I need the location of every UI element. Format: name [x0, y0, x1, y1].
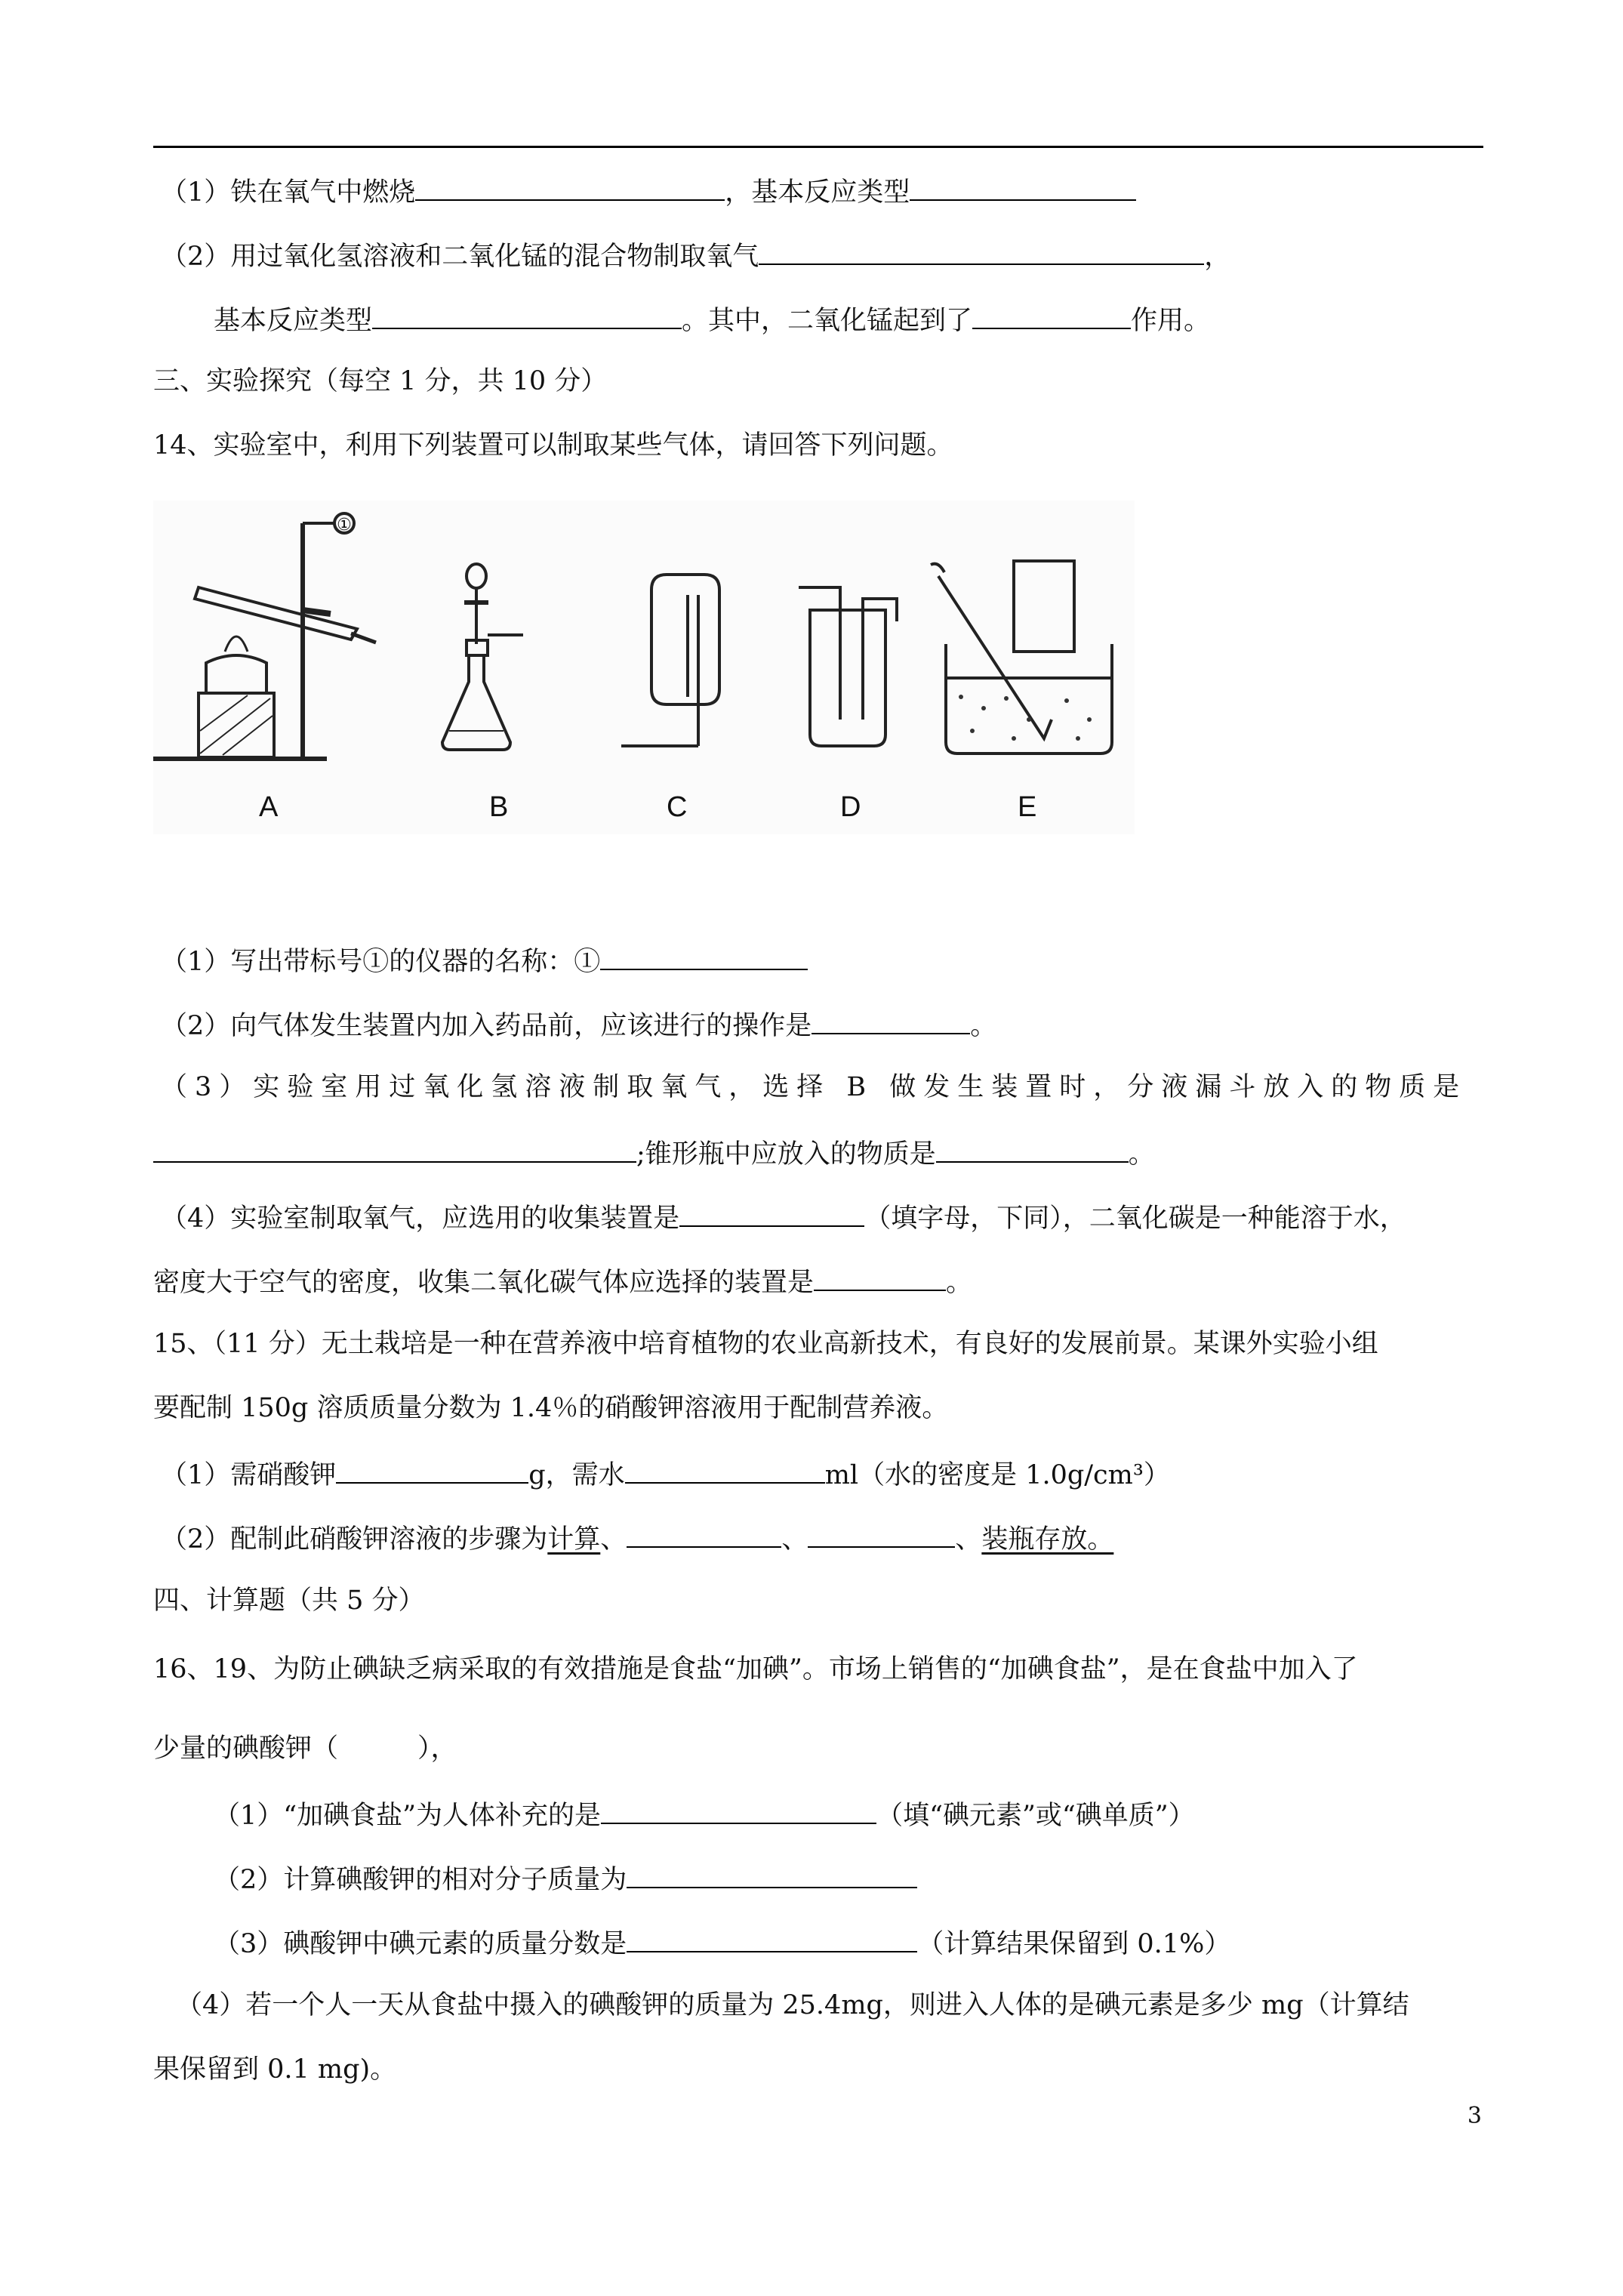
q16-stem-line1: 16、19、为防止碘缺乏病采取的有效措施是食盐“加碘”。市场上销售的“加碘食盐”，是在食盐中加入了	[153, 1654, 1358, 1684]
answer-blank[interactable]	[972, 300, 1131, 329]
q16-stem-line2: 少量的碘酸钾（ ），	[153, 1734, 457, 1764]
answer-blank[interactable]	[625, 1455, 825, 1484]
q13-item1: （1）铁在氧气中燃烧 ，基本反应类型	[161, 172, 1136, 210]
q15-stem-line2: 要配制 150g 溶质质量分数为 1.4％的硝酸钾溶液用于配制营养液。	[153, 1393, 949, 1423]
answer-blank[interactable]	[910, 172, 1136, 201]
apparatus-figure	[153, 501, 1135, 834]
section-3-title: 三、实验探究（每空 1 分，共 10 分）	[153, 366, 608, 396]
q16-part1: （1）“加碘食盐”为人体补充的是 （填“碘元素”或“碘单质”）	[214, 1795, 1195, 1833]
q14-stem: 14、实验室中，利用下列装置可以制取某些气体，请回答下列问题。	[153, 430, 953, 461]
answer-blank[interactable]	[812, 1006, 970, 1034]
q13-item2-cont: 基本反应类型 。其中，二氧化锰起到了 作用。	[214, 300, 1210, 338]
label-d: D	[840, 791, 861, 823]
q14-part2: （2）向气体发生装置内加入药品前，应该进行的操作是 。	[161, 1006, 996, 1043]
q16-part3: （3）碘酸钾中碘元素的质量分数是 （计算结果保留到 0.1%）	[214, 1924, 1230, 1962]
answer-blank[interactable]	[627, 1860, 917, 1888]
answer-blank[interactable]	[936, 1134, 1129, 1163]
q13-item2: （2）用过氧化氢溶液和二氧化锰的混合物制取氧气 ，	[161, 236, 1230, 274]
answer-blank[interactable]	[601, 1795, 876, 1824]
callout-number: ①	[337, 516, 352, 535]
q16-part4-line1: （4）若一个人一天从食盐中摄入的碘酸钾的质量为 25.4mg，则进入人体的是碘元素是多少 mg（计算结	[176, 1990, 1409, 2020]
q14-part4-line2: 密度大于空气的密度，收集二氧化碳气体应选择的装置是 。	[153, 1262, 972, 1300]
label-b: B	[489, 791, 509, 823]
page-number: 3	[1467, 2103, 1482, 2129]
answer-blank[interactable]	[600, 942, 808, 970]
q16-part4-line2: 果保留到 0.1 mg)。	[153, 2054, 397, 2085]
q14-part3-line1: （3）实验室用过氧化氢溶液制取氧气，选择 B 做发生装置时，分液漏斗放入的物质是	[161, 1072, 1467, 1102]
apparatus-drawing	[153, 501, 1135, 834]
q16-part2: （2）计算碘酸钾的相对分子质量为	[214, 1860, 917, 1897]
q14-part3-line2: ;锥形瓶中应放入的物质是 。	[153, 1134, 1155, 1172]
q15-stem-line1: 15、（11 分）无土栽培是一种在营养液中培育植物的农业高新技术，有良好的发展前景。某课外实验小组	[153, 1329, 1378, 1359]
header-rule	[153, 146, 1483, 148]
q15-part1: （1）需硝酸钾 g，需水 ml（水的密度是 1.0g/cm³）	[161, 1455, 1170, 1493]
section-4-title: 四、计算题（共 5 分）	[153, 1586, 425, 1616]
label-c: C	[667, 791, 688, 823]
answer-blank[interactable]	[153, 1134, 636, 1163]
answer-blank[interactable]	[627, 1519, 781, 1548]
q14-part4-line1: （4）实验室制取氧气，应选用的收集装置是 （填字母，下同），二氧化碳是一种能溶于水，	[161, 1198, 1406, 1236]
answer-blank[interactable]	[415, 172, 725, 201]
answer-blank[interactable]	[759, 236, 1204, 265]
answer-blank[interactable]	[372, 300, 682, 329]
q14-part1: （1）写出带标号①的仪器的名称：①	[161, 942, 808, 979]
answer-blank[interactable]	[336, 1455, 528, 1484]
answer-blank[interactable]	[627, 1924, 917, 1952]
answer-blank[interactable]	[679, 1198, 864, 1227]
answer-blank[interactable]	[814, 1262, 946, 1291]
answer-blank[interactable]	[808, 1519, 955, 1548]
q15-part2: （2）配制此硝酸钾溶液的步骤为计算、 、 、装瓶存放。	[161, 1519, 1113, 1557]
label-a: A	[259, 791, 279, 823]
label-e: E	[1018, 791, 1037, 823]
